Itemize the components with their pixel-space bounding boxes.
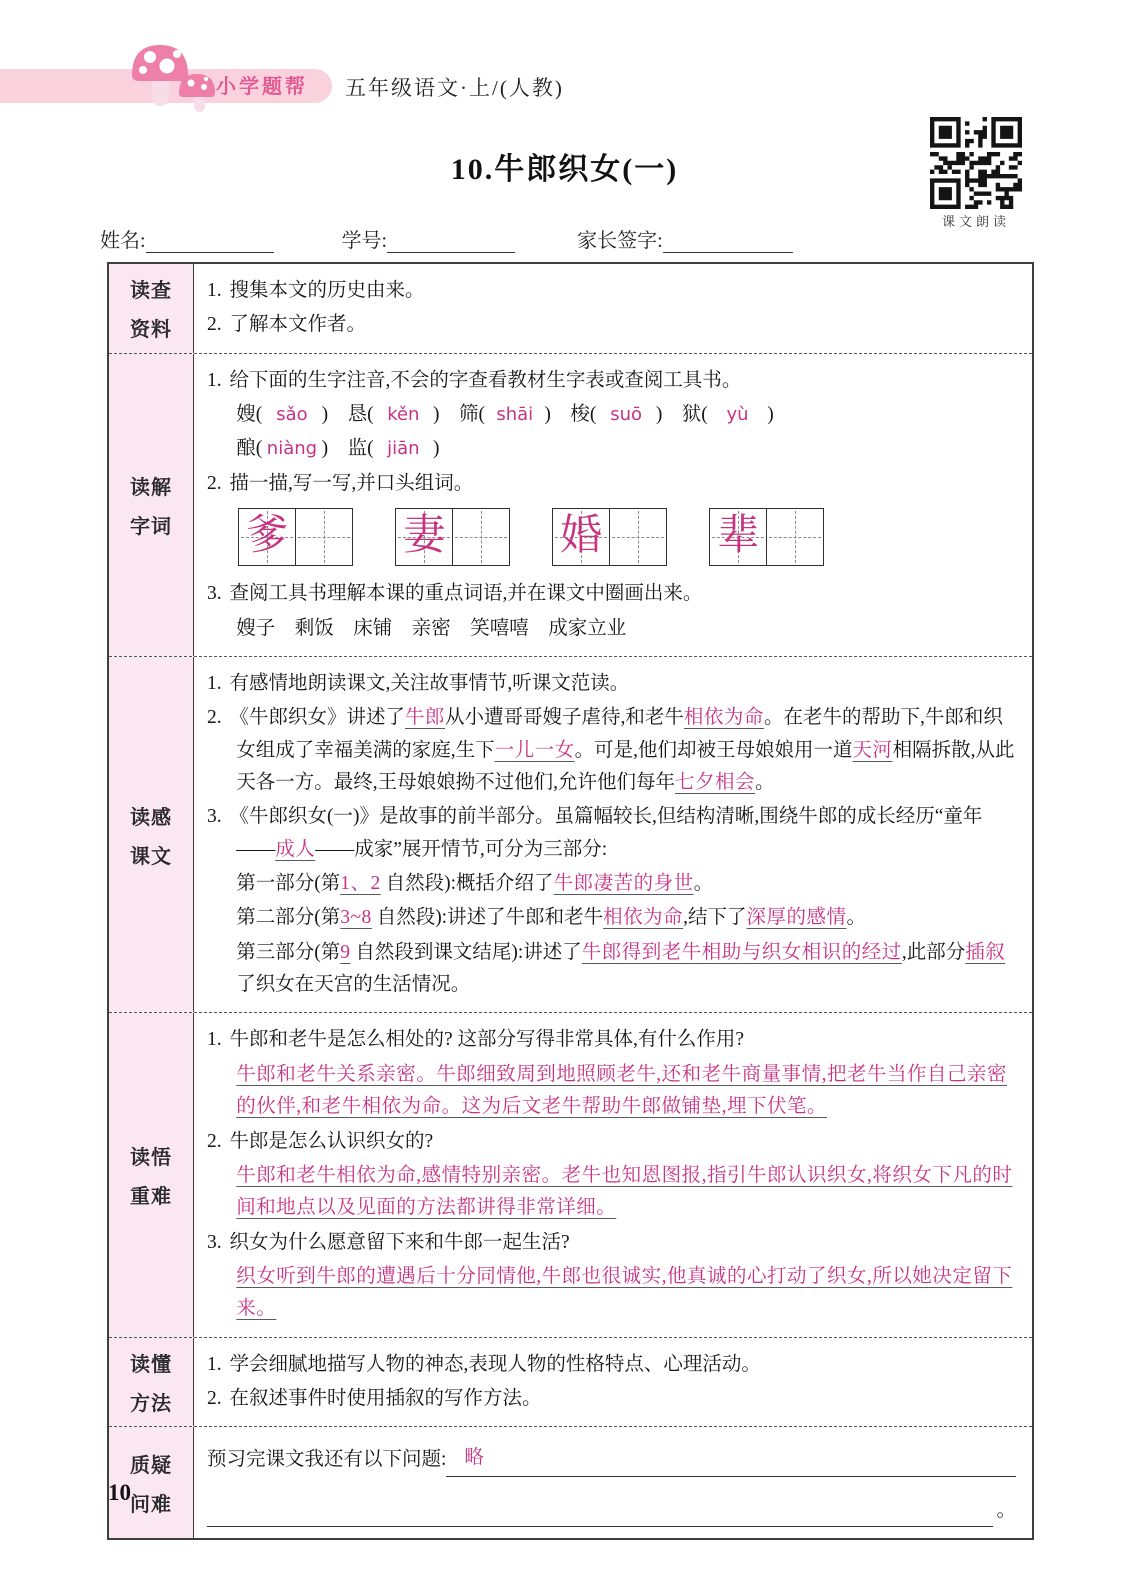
fill-in-line xyxy=(207,1442,1016,1476)
lesson-title: 10.牛郎织女(一) xyxy=(450,153,679,186)
student-field-label: 家长签字: xyxy=(577,230,663,252)
text-run: 酿( xyxy=(236,438,263,460)
text-run: ) 狱( xyxy=(655,404,708,426)
blank-line xyxy=(207,1499,993,1527)
page-number: 10 xyxy=(108,1480,131,1505)
text-run: 第二部分(第 xyxy=(236,907,341,929)
text-run: ) xyxy=(433,438,440,460)
answer-text: 牛郎和老牛相依为命,感情特别亲密。老牛也知恩图报,指引牛郎认识织女,将织女下凡的时间和地点以及见面的方法都讲得非常详细。 xyxy=(236,1164,1013,1219)
pinyin-answer: yù xyxy=(726,404,749,426)
paragraph xyxy=(207,309,1016,341)
paragraph xyxy=(207,275,1016,307)
student-field xyxy=(577,224,793,253)
grid-cell xyxy=(609,509,666,565)
worksheet-row xyxy=(109,353,1032,656)
student-field-label: 姓名: xyxy=(100,230,146,252)
answer-text: 天河 xyxy=(852,739,893,761)
mushroom-logo-icon xyxy=(112,40,224,125)
text-run: 牛郎是怎么认识织女的? xyxy=(229,1130,434,1152)
text-run: 。 xyxy=(693,873,714,895)
row-content xyxy=(194,1013,1032,1336)
text-run: ) 恳( xyxy=(321,404,374,426)
answer-text: 织女听到牛郎的遭遇后十分同情他,牛郎也很诚实,他真诚的心打动了织女,所以她决定留下来。 xyxy=(236,1265,1013,1320)
text-run: 牛郎和老牛是怎么相处的? 这部分写得非常具体,有什么作用? xyxy=(229,1029,745,1051)
item-number: 1. xyxy=(207,280,227,301)
paragraph xyxy=(207,668,1016,700)
student-field xyxy=(342,224,516,253)
paragraph xyxy=(207,1126,1016,1158)
row-label: 读悟 重难 xyxy=(109,1013,194,1336)
text-run: ) 监( xyxy=(321,438,374,460)
text-run: ——成家”展开情节,可分为三部分: xyxy=(315,838,608,860)
item-number: 2. xyxy=(207,707,227,729)
text-run: 。可是,他们却被王母娘娘用一道 xyxy=(574,739,853,761)
text-run: 相隔拆散,从此天各一方。最终,王母娘娘拗不过他们,允许他们每年 xyxy=(236,739,1015,793)
text-run: 嫂子 剩饭 床铺 亲密 笑嘻嘻 成家立业 xyxy=(236,617,627,639)
paragraph xyxy=(207,868,1016,900)
worksheet-row xyxy=(109,264,1032,353)
item-number: 2. xyxy=(207,472,227,494)
answer-text: 插叙 xyxy=(965,941,1006,963)
char-practice-row xyxy=(209,508,1016,566)
text-run: 《牛郎织女》讲述了 xyxy=(229,707,406,729)
paragraph xyxy=(207,1160,1016,1225)
text-run: 。在老牛的帮助下,牛郎和织女组成了幸福美满的家庭,生下 xyxy=(236,707,1003,761)
row-content xyxy=(194,1427,1032,1538)
text-run: 查阅工具书理解本课的重点词语,并在课文中圈画出来。 xyxy=(229,583,703,605)
paragraph xyxy=(207,1349,1016,1381)
item-number: 1. xyxy=(207,1353,227,1375)
row-label: 读感 课文 xyxy=(109,657,194,1013)
worksheet-row xyxy=(109,1012,1032,1336)
fill-suffix: 。 xyxy=(996,1499,1016,1521)
student-field xyxy=(100,224,274,253)
text-run: ,结下了 xyxy=(683,907,747,929)
grid-cell xyxy=(239,509,295,565)
row-label: 质疑 问难 xyxy=(109,1427,194,1538)
worksheet-row xyxy=(109,656,1032,1013)
row-content xyxy=(194,354,1032,656)
item-number: 1. xyxy=(207,672,227,694)
paragraph xyxy=(207,1261,1016,1326)
pinyin-answer: niàng xyxy=(266,438,318,460)
blank-line xyxy=(146,230,274,253)
answer-text: 3~8 xyxy=(340,907,372,929)
text-run: 搜集本文的历史由来。 xyxy=(229,280,425,301)
text-run: 。 xyxy=(755,771,775,793)
blank-line xyxy=(446,1442,1016,1476)
paragraph xyxy=(207,613,1016,645)
answer-text: 成人 xyxy=(275,838,316,860)
paragraph xyxy=(207,1024,1016,1056)
paragraph xyxy=(207,702,1016,799)
item-number: 1. xyxy=(207,1029,227,1051)
text-run: 学会细腻地描写人物的神态,表现人物的性格特点、心理活动。 xyxy=(229,1353,761,1375)
text-run: 从小遭哥哥嫂子虐待,和老牛 xyxy=(445,707,684,729)
fill-prefix: 预习完课文我还有以下问题: xyxy=(207,1449,447,1471)
student-field-label: 学号: xyxy=(341,230,388,252)
item-number: 2. xyxy=(207,1130,227,1152)
pinyin-answer: sǎo xyxy=(276,404,308,426)
answer-text: 9 xyxy=(340,941,351,963)
paragraph xyxy=(207,365,1016,397)
paragraph xyxy=(207,1059,1016,1124)
grid-cell xyxy=(452,509,509,565)
row-content xyxy=(194,657,1032,1013)
grid-cell xyxy=(396,509,452,565)
text-run: ,此部分 xyxy=(901,941,966,963)
text-run: 给下面的生字注音,不会的字查看教材生字表或查阅工具书。 xyxy=(229,369,742,391)
grid-cell xyxy=(295,509,352,565)
char-practice-box xyxy=(552,508,667,566)
fill-in-line xyxy=(207,1495,1016,1527)
answer-text: 略 xyxy=(464,1447,485,1469)
text-run: 自然段):讲述了牛郎和老牛 xyxy=(371,907,604,929)
paragraph xyxy=(207,1227,1016,1259)
text-run: 织女为什么愿意留下来和牛郎一起生活? xyxy=(229,1231,570,1253)
row-label: 读查 资料 xyxy=(109,264,194,353)
item-number: 3. xyxy=(207,1231,227,1253)
practice-character: 婚 xyxy=(560,513,603,560)
text-run: 有感情地朗读课文,关注故事情节,听课文范读。 xyxy=(229,672,630,694)
student-info-line xyxy=(100,224,860,253)
worksheet-table xyxy=(107,262,1034,1540)
paragraph xyxy=(207,433,1016,465)
item-number: 1. xyxy=(207,369,227,391)
paragraph xyxy=(207,468,1016,500)
text-run: ) 筛( xyxy=(433,404,486,426)
row-label: 读解 字词 xyxy=(109,354,194,656)
text-run: 描一描,写一写,并口头组词。 xyxy=(229,472,474,494)
answer-text: 七夕相会 xyxy=(675,771,756,793)
text-run: 了织女在天宫的生活情况。 xyxy=(236,974,471,996)
text-run: 了解本文作者。 xyxy=(229,314,367,336)
grid-cell xyxy=(710,509,766,565)
pinyin-answer: jiān xyxy=(387,438,420,460)
text-run: 。 xyxy=(846,907,867,929)
item-number: 2. xyxy=(207,1388,227,1410)
text-run: 第一部分(第 xyxy=(236,873,341,895)
paragraph xyxy=(207,902,1016,934)
paragraph xyxy=(207,937,1016,1002)
answer-text: 牛郎 xyxy=(405,707,446,729)
worksheet-row xyxy=(109,1426,1032,1538)
answer-text: 牛郎凄苦的身世 xyxy=(553,873,694,895)
text-run: 自然段):概括介绍了 xyxy=(380,873,554,895)
row-label: 读懂 方法 xyxy=(109,1338,194,1427)
answer-text: 深厚的感情 xyxy=(746,907,847,929)
answer-text: 牛郎和老牛关系亲密。牛郎细致周到地照顾老牛,还和老牛商量事情,把老牛当作自己亲密的伙伴,和老牛相依为命。这为后文老牛帮助牛郎做铺垫,埋下伏笔。 xyxy=(236,1063,1008,1118)
row-content xyxy=(194,1338,1032,1427)
answer-text: 相依为命 xyxy=(683,707,764,729)
practice-character: 爹 xyxy=(246,513,289,560)
text-run: 《牛郎织女(一)》是故事的前半部分。虽篇幅较长,但结构清晰,围绕牛郎的成长经历“童年—— xyxy=(229,806,983,860)
item-number: 3. xyxy=(207,583,227,605)
blank-line xyxy=(663,230,793,253)
answer-text: 牛郎得到老牛相助与织女相识的经过 xyxy=(581,941,902,963)
text-run: ) 梭( xyxy=(544,404,597,426)
text-run: 嫂( xyxy=(236,404,263,426)
item-number: 3. xyxy=(207,806,227,828)
answer-text: 相依为命 xyxy=(603,907,684,929)
answer-text: 1、2 xyxy=(340,873,381,895)
item-number: 2. xyxy=(207,314,227,336)
char-practice-box xyxy=(238,508,353,566)
pinyin-answer: kěn xyxy=(387,404,420,426)
blank-line xyxy=(387,230,515,253)
practice-character: 妻 xyxy=(403,513,446,560)
text-run: ) xyxy=(767,404,774,426)
pinyin-answer: suō xyxy=(610,404,643,426)
edition-label: 五年级语文·上/(人教) xyxy=(345,76,564,100)
paragraph xyxy=(207,399,1016,431)
text-run: 自然段到课文结尾):讲述了 xyxy=(350,941,582,963)
text-run: 在叙述事件时使用插叙的写作方法。 xyxy=(229,1388,542,1410)
answer-text: 一儿一女 xyxy=(494,739,575,761)
char-practice-box xyxy=(395,508,510,566)
paragraph xyxy=(207,801,1016,866)
grid-cell xyxy=(766,509,823,565)
paragraph xyxy=(207,578,1016,610)
grid-cell xyxy=(553,509,609,565)
worksheet-row xyxy=(109,1337,1032,1427)
brand-badge: 小学题帮 xyxy=(216,76,308,98)
pinyin-answer: shāi xyxy=(496,404,534,426)
paragraph xyxy=(207,1383,1016,1415)
char-practice-box xyxy=(709,508,824,566)
qr-caption: 课文朗读 xyxy=(941,214,1010,229)
row-content xyxy=(194,264,1032,353)
text-run: 第三部分(第 xyxy=(236,941,341,963)
practice-character: 辈 xyxy=(717,513,760,560)
